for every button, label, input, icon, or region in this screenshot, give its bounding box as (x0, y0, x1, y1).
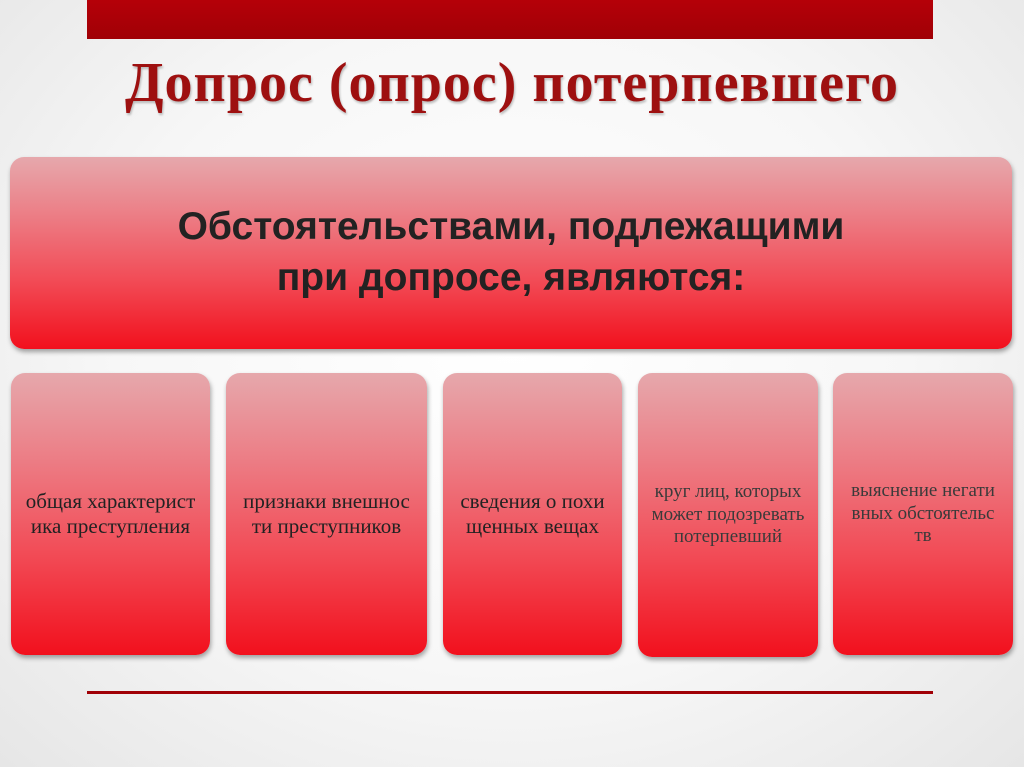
card-suspect-appearance (226, 373, 427, 655)
card-suspected-persons (638, 373, 818, 657)
bottom-divider (87, 691, 933, 694)
page-title: Допрос (опрос) потерпевшего (125, 52, 899, 114)
card-stolen-items (443, 373, 622, 655)
card-text: признаки внешности преступников (243, 488, 410, 538)
card-text: сведения о похищенных вещах (460, 488, 605, 538)
card-text: круг лиц, которых может подозревать потерпевший (651, 480, 805, 548)
card-negative-circumstances (833, 373, 1013, 655)
card-crime-characteristics (11, 373, 210, 655)
header-text: Обстоятельствами, подлежащими при допросе, являются: (177, 205, 845, 299)
top-accent-bar (87, 0, 933, 39)
header-box (10, 157, 1012, 349)
card-text: общая характеристика преступления (25, 488, 196, 538)
card-text: выяснение негативных обстоятельств (851, 479, 995, 547)
